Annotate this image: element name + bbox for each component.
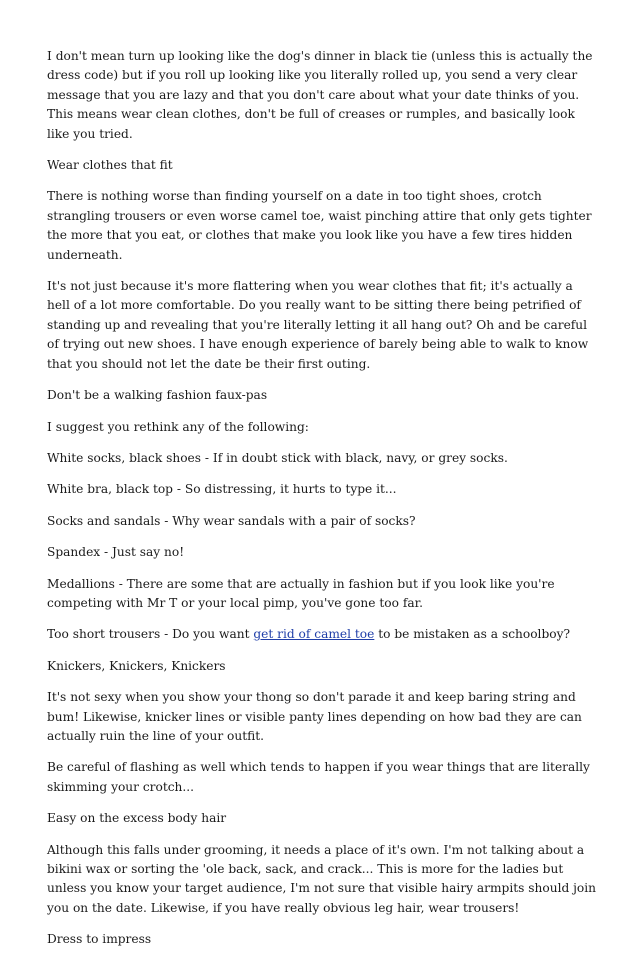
item-medallions: Medallions - There are some that are actually in fashion but if you look like you're competing with Mr T or your local pimp, you've gone too far. xyxy=(47,576,555,610)
paragraph-flattering: It's not just because it's more flattering when you wear clothes that fit; it's actually a hell of a lot more comfortable. Do you really want to be sitting there being petrified of standing up and revealing that you're literally letting it all hang out? Oh and be careful of trying out new shoes. I have enough experience of barely being able to walk to know that you should not let the date be their first outing. xyxy=(47,279,589,371)
heading-wear-clothes-that-fit: Wear clothes that fit xyxy=(47,158,173,173)
item-spandex: Spandex - Just say no! xyxy=(47,545,185,560)
item-white-bra: White bra, black top - So distressing, it hurts to type it... xyxy=(47,482,397,497)
item-socks-sandals: Socks and sandals - Why wear sandals with a pair of socks? xyxy=(47,513,416,528)
trousers-text-after: to be mistaken as a schoolboy? xyxy=(374,627,571,642)
heading-dress-to-impress: Dress to impress xyxy=(47,932,152,947)
paragraph-rethink: I suggest you rethink any of the following: xyxy=(47,419,309,434)
trousers-text-before: Too short trousers - Do you want xyxy=(47,627,254,642)
heading-body-hair: Easy on the excess body hair xyxy=(47,811,227,826)
paragraph-intro: I don't mean turn up looking like the dog's dinner in black tie (unless this is actually the dress code) but if you roll up looking like you literally rolled up, you send a very clear message that you are lazy and that you don't care about what your date thinks of you. This means wear clean clothes, don't be full of creases or rumples, and basically look like you tried. xyxy=(47,49,593,141)
paragraph-too-tight: There is nothing worse than finding yourself on a date in too tight shoes, crotch strangling trousers or even worse camel toe, waist pinching attire that only gets tighter the more that you eat, or clothes that make you look like you have a few tires hidden underneath. xyxy=(47,189,592,262)
item-white-socks: White socks, black shoes - If in doubt stick with black, navy, or grey socks. xyxy=(47,450,508,465)
item-too-short-trousers xyxy=(47,625,597,644)
heading-fashion-faux-pas: Don't be a walking fashion faux-pas xyxy=(47,388,268,403)
camel-toe-link[interactable]: get rid of camel toe xyxy=(253,627,375,642)
paragraph-grooming: Although this falls under grooming, it needs a place of it's own. I'm not talking about a bikini wax or sorting the 'ole back, sack, and crack... This is more for the ladies but unless you know your target audience, I'm not sure that visible hairy armpits should join you on the date. Likewise, if you have really obvious leg hair, wear trousers! xyxy=(47,842,597,915)
document-page xyxy=(47,47,597,962)
heading-knickers: Knickers, Knickers, Knickers xyxy=(47,658,226,673)
paragraph-flashing: Be careful of flashing as well which tends to happen if you wear things that are literally skimming your crotch... xyxy=(47,760,590,794)
paragraph-thong: It's not sexy when you show your thong so don't parade it and keep baring string and bum! Likewise, knicker lines or visible panty lines depending on how bad they are can actually ruin the line of your outfit. xyxy=(47,690,582,743)
